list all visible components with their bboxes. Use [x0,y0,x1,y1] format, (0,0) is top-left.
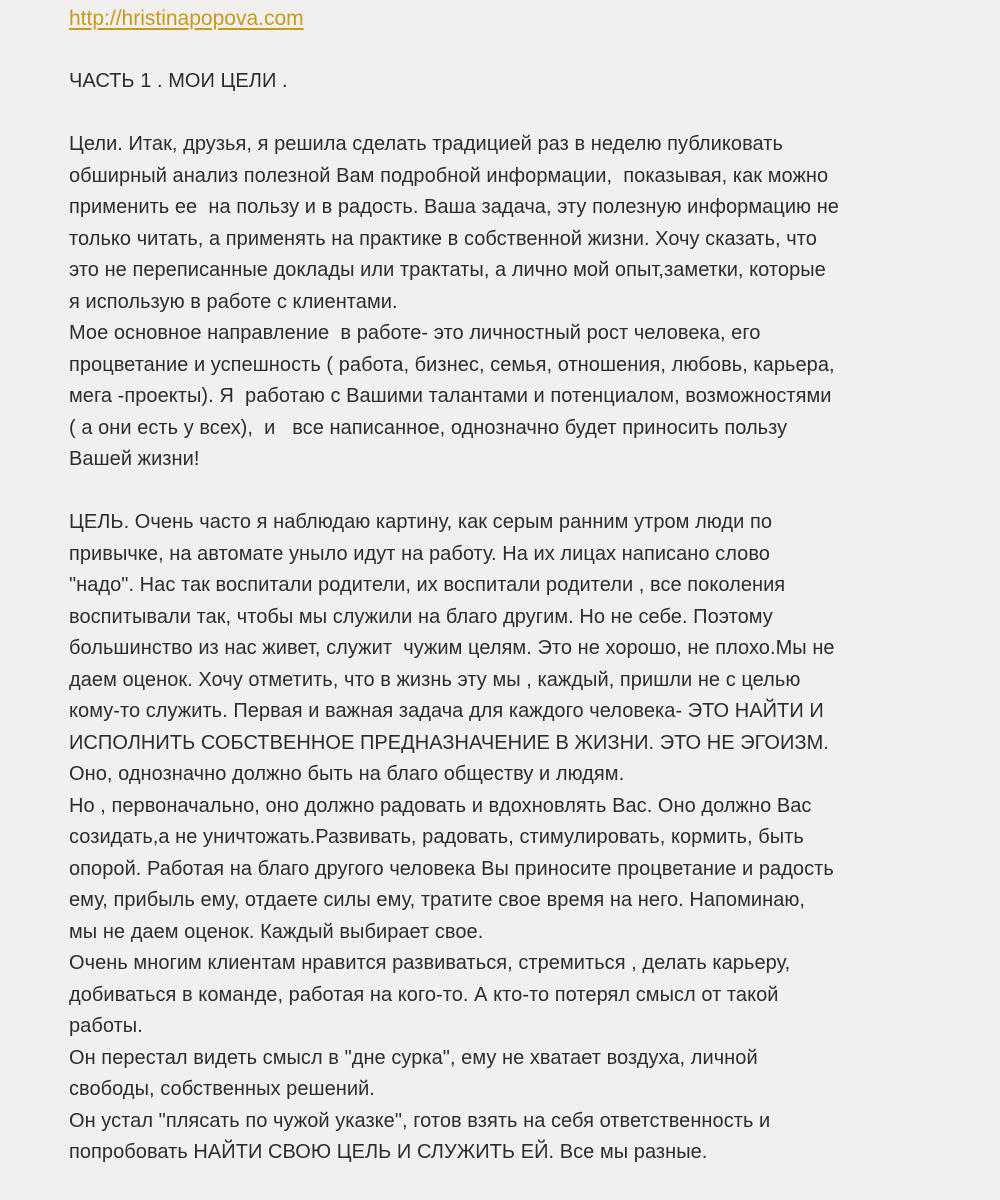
text-line: Цели. Итак, друзья, я решила сделать традицией раз в неделю публиковать [69,133,783,155]
text-line: "надо". Нас так воспитали родители, их воспитали родители , все поколения [69,574,786,596]
text-line: ИСПОЛНИТЬ СОБСТВЕННОЕ ПРЕДНАЗНАЧЕНИЕ В ЖИЗНИ. ЭТО НЕ ЭГОИЗМ. [69,731,829,754]
spacer [69,35,960,66]
text-line: я использую в работе с клиентами. [69,290,398,313]
paragraph-goals-intro [69,129,960,476]
text-line: привычке, на автомате уныло идут на работу. На их лицах написано слово [69,542,770,565]
text-line: применить ее на пользу и в радость. Ваша задача, эту полезную информацию не [69,196,839,218]
text-line: даем оценок. Хочу отметить, что в жизнь эту мы , каждый, пришли не с целью [69,668,801,691]
text-line: это не переписанные доклады или трактаты, а лично мой опыт,заметки, которые [69,259,826,281]
text-line: добиваться в команде, работая на кого-то. А кто-то потерял смысл от такой [69,983,779,1006]
text-line: обширный анализ полезной Вам подробной информации, показывая, как можно [69,164,829,187]
text-line: Но , первоначально, оно должно радовать и вдохновлять Вас. Оно должно Вас [69,794,812,817]
text-line: кому-то служить. Первая и важная задача для каждого человека- ЭТО НАЙТИ И [69,700,824,722]
text-line: Вашей жизни! [69,448,200,470]
text-line: ( а они есть у всех), и все написанное, однозначно будет приносить пользу [69,416,788,439]
text-line: большинство из нас живет, служит чужим целям. Это не хорошо, не плохо.Мы не [69,637,835,659]
text-line: Очень многим клиентам нравится развиваться, стремиться , делать карьеру, [69,952,791,974]
spacer [69,98,960,130]
text-line: Оно, однозначно должно быть на благо обществу и людям. [69,763,625,785]
website-link[interactable]: http://hristinapopova.com [69,7,304,30]
text-line: свободы, собственных решений. [69,1078,375,1100]
text-line: Он устал "плясать по чужой указке", готов взять на себя ответственность и [69,1109,771,1132]
text-line: опорой. Работая на благо другого человека Вы приносите процветание и радость [69,857,834,880]
text-line: мы не даем оценок. Каждый выбирает свое. [69,920,484,943]
text-line: созидать,а не уничтожать.Развивать, радовать, стимулировать, кормить, быть [69,826,804,848]
section-title: ЧАСТЬ 1 . МОИ ЦЕЛИ . [69,70,288,92]
text-line: только читать, а применять на практике в собственной жизни. Хочу сказать, что [69,227,817,250]
text-line: работы. [69,1015,143,1037]
paragraph-goal [69,507,960,1169]
text-line: Мое основное направление в работе- это личностный рост человека, его [69,322,761,344]
text-line: ему, прибыль ему, отдаете силы ему, тратите свое время на него. Напоминаю, [69,889,806,911]
spacer [69,476,960,508]
text-line: воспитывали так, чтобы мы служили на благо другим. Но не себе. Поэтому [69,605,773,628]
text-line: Он перестал видеть смысл в "дне сурка", ему не хватает воздуха, личной [69,1046,758,1069]
text-line: попробовать НАЙТИ СВОЮ ЦЕЛЬ И СЛУЖИТЬ ЕЙ. Все мы разные. [69,1141,708,1163]
text-line: ЦЕЛЬ. Очень часто я наблюдаю картину, как серым ранним утром люди по [69,511,773,533]
text-line: мега -проекты). Я работаю с Вашими талантами и потенциалом, возможностями [69,385,832,407]
text-line: процветание и успешность ( работа, бизнес, семья, отношения, любовь, карьера, [69,353,835,376]
